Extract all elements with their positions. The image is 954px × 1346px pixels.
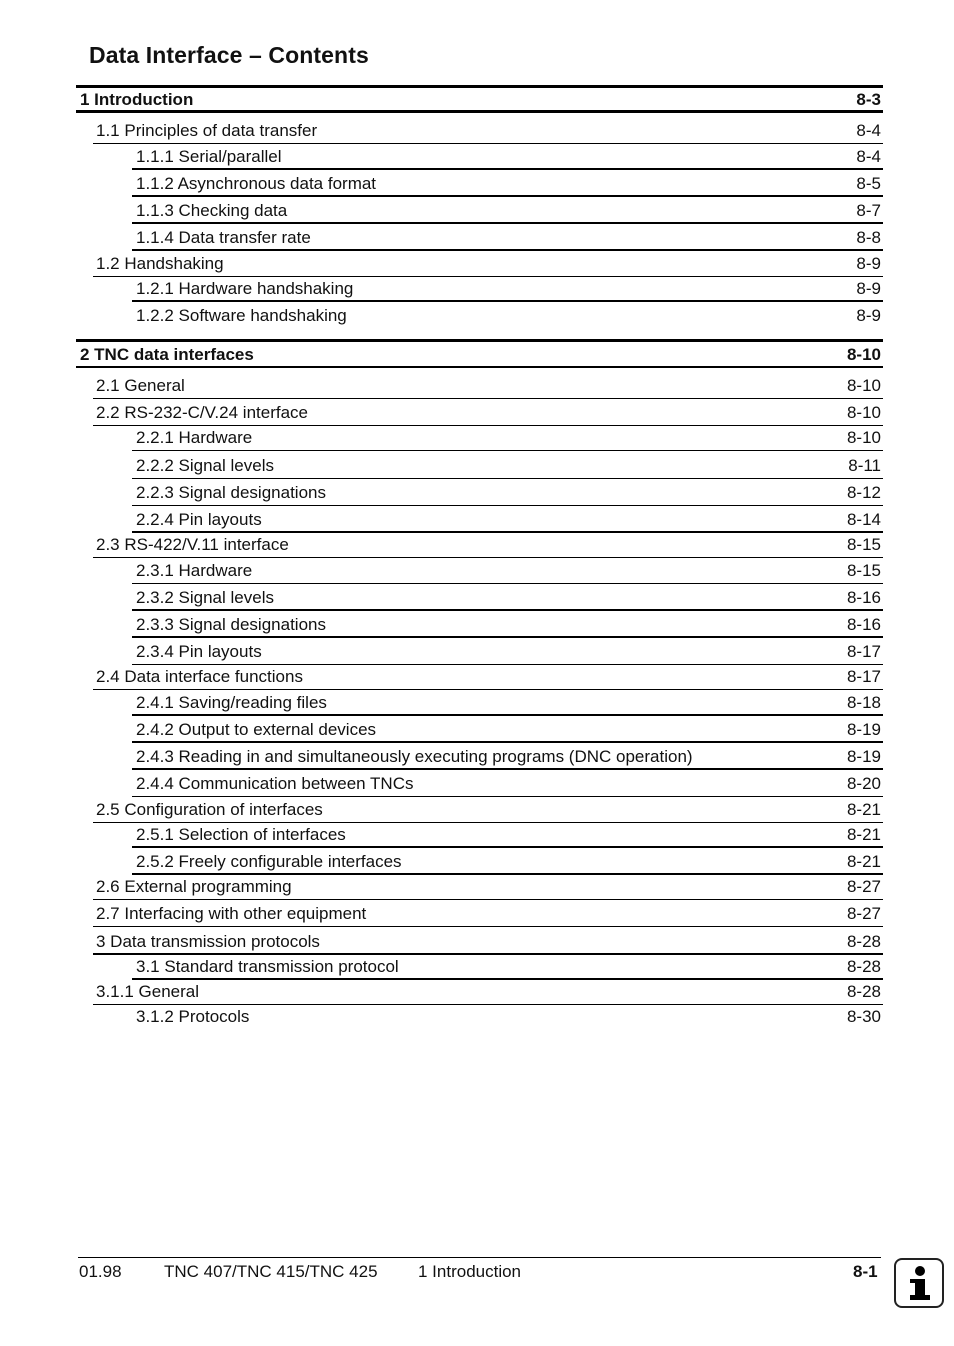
toc-entry[interactable] [132, 1004, 883, 1030]
toc-entry-label: 3 Data transmission protocols [96, 932, 320, 951]
toc-entry-page: 8-27 [846, 877, 881, 896]
toc-entry[interactable] [132, 849, 883, 875]
toc-entry-label: 1.1.3 Checking data [136, 201, 288, 220]
toc-entry-page: 8-30 [846, 1007, 881, 1026]
toc-entry-page: 8-17 [846, 642, 881, 661]
toc-entry[interactable] [93, 664, 883, 690]
toc-entry[interactable] [132, 276, 883, 302]
toc-entry-page: 8-15 [846, 535, 881, 554]
toc-entry[interactable] [132, 717, 883, 743]
toc-entry[interactable] [93, 400, 883, 426]
toc-entry[interactable] [132, 954, 883, 980]
toc-entry-label: 1.2.1 Hardware handshaking [136, 279, 354, 298]
toc-entry-label: 2.3 RS-422/V.11 interface [96, 535, 289, 554]
toc-entry[interactable] [93, 532, 883, 558]
toc-entry[interactable] [132, 225, 883, 251]
toc-entry-page: 8-4 [856, 147, 881, 166]
toc-entry-label: 2.4 Data interface functions [96, 667, 303, 686]
toc-entry[interactable] [93, 797, 883, 823]
toc-entry-page: 8-10 [846, 428, 881, 447]
toc-entry-label: 2.4.4 Communication between TNCs [136, 774, 414, 793]
toc-entry[interactable] [93, 901, 883, 927]
toc-entry-page: 8-17 [846, 667, 881, 686]
info-icon [894, 1258, 944, 1308]
toc-entry-label: 2.1 General [96, 376, 185, 395]
toc-entry-label: 2.6 External programming [96, 877, 292, 896]
toc-entry-page: 8-21 [846, 825, 881, 844]
toc-entry-page: 8-16 [846, 588, 881, 607]
toc-entry-label: 1.1.2 Asynchronous data format [136, 174, 377, 193]
toc-entry-label: 3.1 Standard transmission protocol [136, 957, 399, 976]
toc-entry[interactable] [93, 373, 883, 399]
footer-rule [78, 1257, 881, 1258]
toc-entry[interactable] [132, 480, 883, 506]
toc-entry-label: 1.2 Handshaking [96, 254, 224, 273]
toc-entry-label: 2.4.2 Output to external devices [136, 720, 377, 739]
toc-entry-label: 2.3.4 Pin layouts [136, 642, 262, 661]
toc-entry-label: 1.1.1 Serial/parallel [136, 147, 282, 166]
toc-entry[interactable] [132, 744, 883, 770]
toc-entry-label: 2.5 Configuration of interfaces [96, 800, 323, 819]
toc-entry-page: 8-5 [856, 174, 881, 193]
toc-entry[interactable] [93, 979, 883, 1005]
toc-entry-page: 8-28 [846, 932, 881, 951]
toc-entry[interactable] [93, 118, 883, 144]
toc-entry[interactable] [132, 558, 883, 584]
toc-entry-label: 1.1.4 Data transfer rate [136, 228, 311, 247]
toc-entry[interactable] [132, 171, 883, 197]
toc-entry-page: 8-7 [856, 201, 881, 220]
toc-entry-page: 8-27 [846, 904, 881, 923]
toc-entry[interactable] [93, 929, 883, 955]
toc-entry[interactable] [132, 639, 883, 665]
toc-entry-label: 2.7 Interfacing with other equipment [96, 904, 367, 923]
toc-entry-page: 8-21 [846, 800, 881, 819]
toc-entry-page: 8-9 [856, 279, 881, 298]
toc-entry-label: 2.2.3 Signal designations [136, 483, 326, 502]
toc-entry-label: 2.2.2 Signal levels [136, 456, 274, 475]
toc-entry-page: 8-8 [856, 228, 881, 247]
toc-entry-label: 2.4.1 Saving/reading files [136, 693, 327, 712]
toc-entry-label: 2.3.2 Signal levels [136, 588, 274, 607]
toc-entry-label: 2 TNC data interfaces [80, 345, 254, 364]
toc-entry-page: 8-28 [846, 982, 881, 1001]
toc-entry-page: 8-10 [846, 403, 881, 422]
toc-entry[interactable] [132, 585, 883, 611]
toc-entry-page: 8-9 [856, 254, 881, 273]
toc-entry-page: 8-19 [846, 747, 881, 766]
toc-entry[interactable] [132, 144, 883, 170]
toc-entry[interactable] [132, 612, 883, 638]
footer-date: 01.98 [79, 1262, 122, 1281]
toc-entry[interactable] [76, 342, 883, 368]
toc-entry-page: 8-10 [846, 376, 881, 395]
toc-entry[interactable] [76, 87, 883, 113]
toc-entry-label: 2.3.1 Hardware [136, 561, 253, 580]
toc-entry-label: 2.4.3 Reading in and simultaneously executing programs (DNC operation) [136, 747, 693, 766]
toc-entry-label: 2.5.1 Selection of interfaces [136, 825, 346, 844]
footer-model: TNC 407/TNC 415/TNC 425 [164, 1262, 378, 1281]
footer-page-number: 8-1 [853, 1262, 878, 1281]
toc-entry[interactable] [132, 771, 883, 797]
toc-entry[interactable] [132, 507, 883, 533]
toc-entry-label: 1 Introduction [80, 90, 194, 109]
toc-entry-page: 8-18 [846, 693, 881, 712]
toc-entry-label: 2.2.4 Pin layouts [136, 510, 262, 529]
footer-chapter: 1 Introduction [418, 1262, 522, 1281]
toc-entry[interactable] [132, 425, 883, 451]
toc-entry-label: 2.5.2 Freely configurable interfaces [136, 852, 402, 871]
toc-entry-label: 1.2.2 Software handshaking [136, 306, 347, 325]
toc-entry-page: 8-16 [846, 615, 881, 634]
toc-entry-page: 8-12 [846, 483, 881, 502]
toc-entry-page: 8-4 [856, 121, 881, 140]
toc-entry[interactable] [132, 453, 883, 479]
toc-entry-page: 8-19 [846, 720, 881, 739]
toc-entry-label: 2.2 RS-232-C/V.24 interface [96, 403, 308, 422]
toc-entry-page: 8-9 [856, 306, 881, 325]
toc-entry-page: 8-28 [846, 957, 881, 976]
toc-entry[interactable] [132, 303, 883, 329]
toc-entry[interactable] [93, 251, 883, 277]
toc-entry[interactable] [132, 822, 883, 848]
toc-entry[interactable] [132, 198, 883, 224]
toc-entry-page: 8-21 [846, 852, 881, 871]
toc-entry-page: 8-3 [856, 90, 881, 109]
toc-entry-page: 8-15 [846, 561, 881, 580]
toc-entry-page: 8-10 [846, 345, 881, 364]
page-title: Data Interface – Contents [89, 42, 369, 68]
toc-entry-label: 3.1.2 Protocols [136, 1007, 250, 1026]
toc-entry[interactable] [132, 690, 883, 716]
toc-entry-page: 8-14 [846, 510, 881, 529]
toc-entry[interactable] [93, 874, 883, 900]
toc-entry-label: 2.2.1 Hardware [136, 428, 253, 447]
toc-entry-label: 3.1.1 General [96, 982, 200, 1001]
toc-entry-page: 8-11 [848, 456, 881, 475]
toc-entry-label: 1.1 Principles of data transfer [96, 121, 318, 140]
toc-entry-label: 2.3.3 Signal designations [136, 615, 326, 634]
toc-entry-page: 8-20 [846, 774, 881, 793]
